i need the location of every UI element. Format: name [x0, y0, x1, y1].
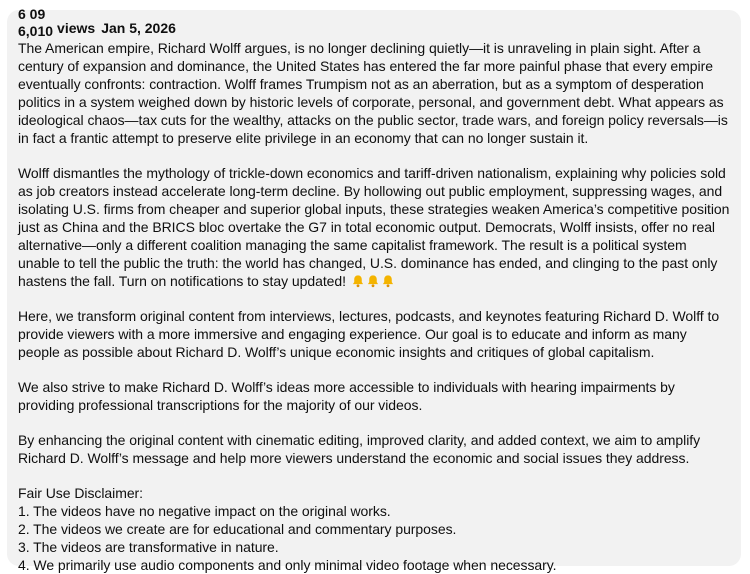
- bell-icon: [381, 274, 395, 288]
- description-paragraph-2-text: Wolff dismantles the mythology of trickle-down economics and tariff-driven nationalism, explaining why policies sold as job creators instead accelerate long-term decline. By hollowing out public employment, suppressing wages, and isolating U.S. firms from cheaper and superior global inputs, these strategies weaken America’s competitive position just as China and the BRICS bloc overtake the G7 in total economic output. Democrats, Wolff insists, offer no real alternative—only a different coalition managing the same capitalist framework. The result is a political system unable to tell the public the truth: the world has changed, U.S. dominance has ended, and clinging to the past only hastens the fall. Turn on notifications to stay updated!: [18, 165, 730, 289]
- description-text: [18, 39, 730, 574]
- video-description-box[interactable]: [7, 6, 741, 573]
- upload-date: Jan 5, 2026: [101, 20, 176, 36]
- view-count-current: 6,010: [18, 23, 54, 39]
- disclaimer-title: Fair Use Disclaimer:: [18, 485, 144, 501]
- views-label: views: [57, 20, 96, 36]
- disclaimer-item: 3. The videos are transformative in nature.: [18, 539, 279, 555]
- description-paragraph-5: By enhancing the original content with cinematic editing, improved clarity, and added context, we aim to amplify Richard D. Wolff’s message and help more viewers understand the economic and social issues they address.: [18, 432, 701, 466]
- bell-icons: [350, 273, 395, 289]
- view-count-previous: 6 09: [18, 6, 46, 22]
- bell-icon: [366, 274, 380, 288]
- disclaimer-item: 2. The videos we create are for educational and commentary purposes.: [18, 521, 457, 537]
- description-paragraph-1: The American empire, Richard Wolff argues, is no longer declining quietly—it is unraveling in plain sight. After a century of expansion and dominance, the United States has entered the far more painful phase that every empire eventually confronts: contraction. Wolff frames Trumpism not as an aberration, but as a symptom of desperation politics in a system weighed down by historic levels of corporate, personal, and government debt. What appears as ideological chaos—tax cuts for the wealthy, attacks on the public sector, trade wars, and foreign policy reversals—is in fact a frantic attempt to preserve elite privilege in an economy that can no longer sustain it.: [18, 40, 728, 146]
- disclaimer-item: 1. The videos have no negative impact on the original works.: [18, 503, 391, 519]
- description-paragraph-3: Here, we transform original content from interviews, lectures, podcasts, and keynotes featuring Richard D. Wolff to provide viewers with a more immersive and engaging experience. Our goal is to educate and inform as many people as possible about Richard D. Wolff’s unique economic insights and critiques of global capitalism.: [18, 308, 720, 360]
- fair-use-disclaimer: [18, 484, 730, 574]
- description-paragraph-2: [18, 164, 730, 290]
- view-count: [18, 6, 54, 39]
- video-meta-line: [18, 6, 730, 39]
- description-paragraph-4: We also strive to make Richard D. Wolff’s ideas more accessible to individuals with hearing impairments by providing professional transcriptions for the majority of our videos.: [18, 379, 675, 413]
- disclaimer-item: 4. We primarily use audio components and only minimal video footage when necessary.: [18, 557, 557, 573]
- bell-icon: [351, 274, 365, 288]
